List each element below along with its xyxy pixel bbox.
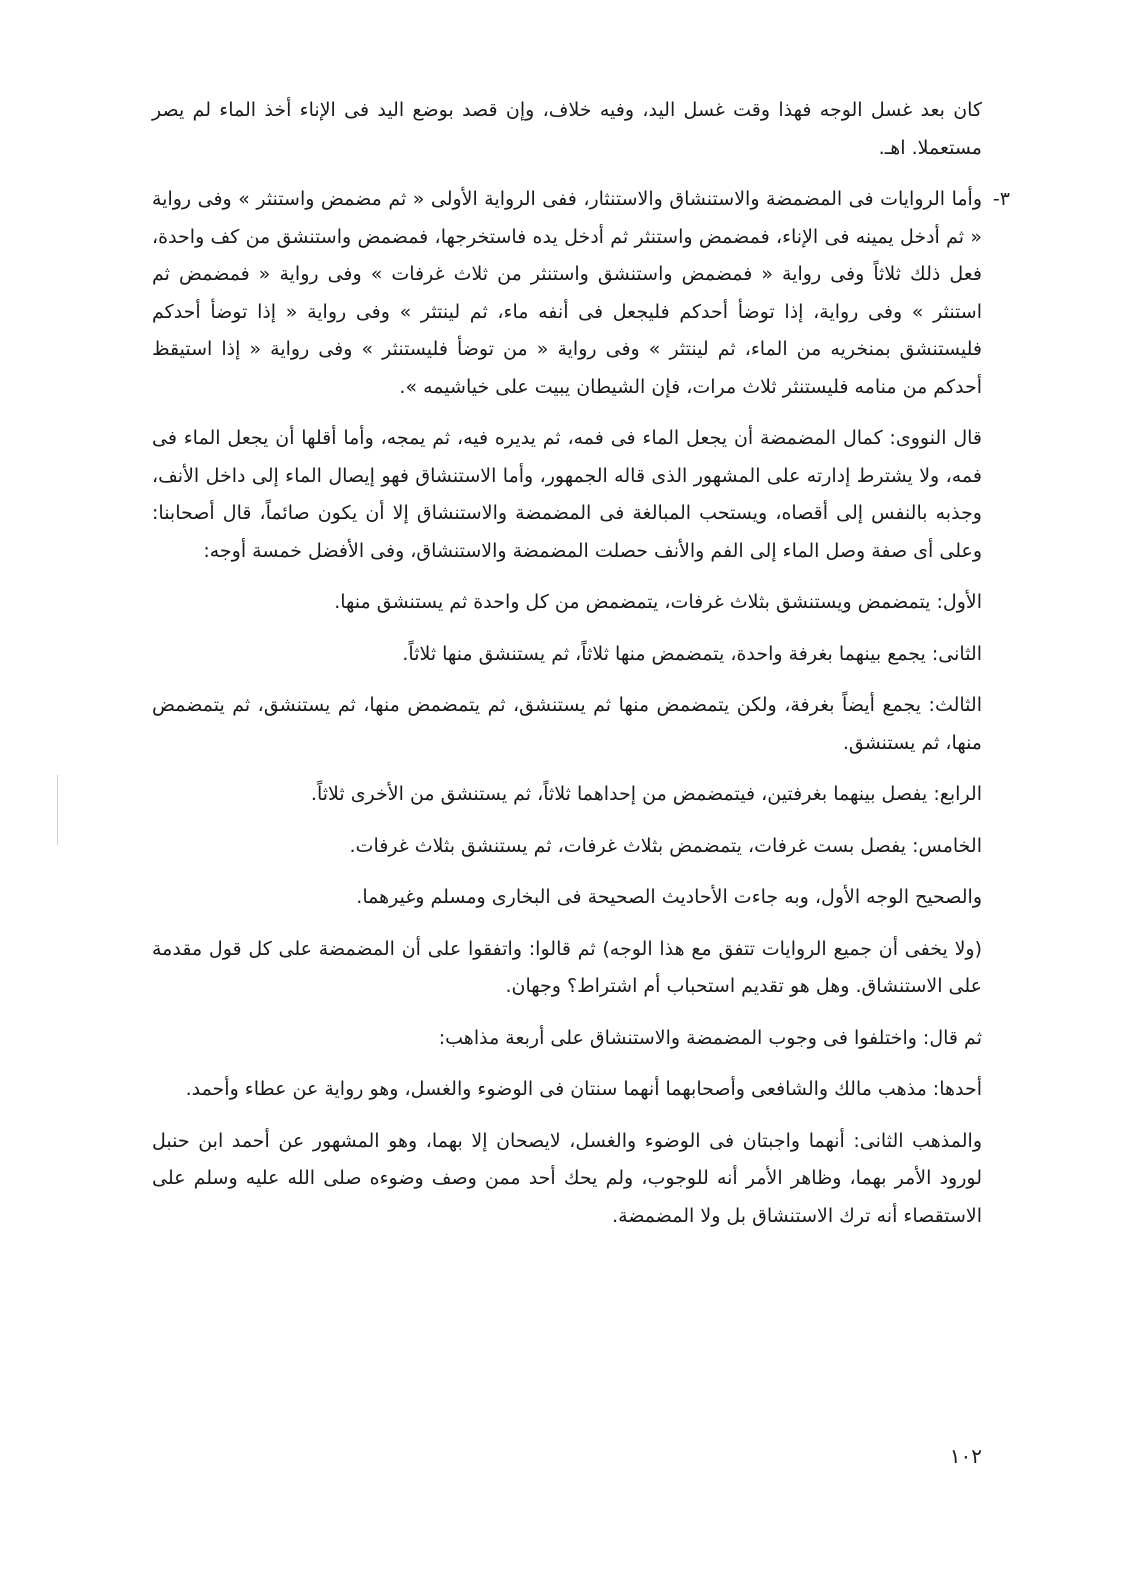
- paragraph-10: (ولا يخفى أن جميع الروايات تتفق مع هذا الوجه) ثم قالوا: واتفقوا على أن المضمضة على كل قول مقدمة على الاستنشاق. وهل هو تقديم استحباب أم اشتراط؟ وجهان.: [152, 937, 982, 997]
- paragraph-2: [152, 181, 1010, 406]
- paragraph-9: والصحيح الوجه الأول، وبه جاءت الأحاديث الصحيحة فى البخارى ومسلم وغيرهما.: [356, 886, 982, 908]
- paragraph-4: الأول: يتمضمض ويستنشق بثلاث غرفات، يتمضمض من كل واحدة ثم يستنشق منها.: [334, 591, 982, 613]
- paragraph-3: قال النووى: كمال المضمضة أن يجعل الماء فى فمه، ثم يديره فيه، ثم يمجه، وأما أقلها أن يجعل الماء فى فمه، ولا يشترط إدارته على المشهور الذى قاله الجمهور، وأما الاستنشاق فهو إيصال الماء إلى داخل الأنف، وجذبه بالنفس إلى أقصاه، ويستحب المبالغة فى المضمضة والاستنشاق إلا أن يكون صائماً، قال أصحابنا: وعلى أى صفة وصل الماء إلى الفم والأنف حصلت المضمضة والاستنشاق، وفى الأفضل خمسة أوجه:: [152, 427, 982, 562]
- paragraph-6: الثالث: يجمع أيضاً بغرفة، ولكن يتمضمض منها ثم يستنشق، ثم يتمضمض منها، ثم يستنشق، ثم يتمضمض منها، ثم يستنشق.: [152, 694, 982, 754]
- page-number: ١٠٢: [949, 1444, 982, 1468]
- paragraph-12: أحدها: مذهب مالك والشافعى وأصحابهما أنهما سنتان فى الوضوء والغسل، وهو رواية عن عطاء وأحمد.: [185, 1078, 982, 1100]
- paragraph-1: كان بعد غسل الوجه فهذا وقت غسل اليد، وفيه خلاف، وإن قصد بوضع اليد فى الإناء أخذ الماء لم يصر مستعملا. اهـ.: [152, 99, 982, 159]
- paragraph-7: الرابع: يفصل بينهما بغرفتين، فيتمضمض من إحداهما ثلاثاً، ثم يستنشق من الأخرى ثلاثاً.: [310, 783, 982, 805]
- paragraph-8: الخامس: يفصل بست غرفات، يتمضمض بثلاث غرفات، ثم يستنشق بثلاث غرفات.: [349, 834, 982, 857]
- margin-mark: [57, 775, 58, 845]
- paragraph-11: ثم قال: واختلفوا فى وجوب المضمضة والاستنشاق على أربعة مذاهب:: [438, 1026, 982, 1049]
- paragraph-13: والمذهب الثانى: أنهما واجبتان فى الوضوء والغسل، لايصحان إلا بهما، وهو المشهور عن أحمد ابن حنبل لورود الأمر بهما، وظاهر الأمر أنه للوجوب، ولم يحك أحد ممن وصف وضوءه صلى الله عليه وسلم على الاستقصاء أنه ترك الاستنشاق بل ولا المضمضة.: [152, 1129, 982, 1227]
- paragraph-5: الثانى: يجمع بينهما بغرفة واحدة، يتمضمض منها ثلاثاً، ثم يستنشق منها ثلاثاً.: [402, 642, 982, 665]
- main-text: [152, 92, 1010, 1249]
- paragraph-2-text: وأما الروايات فى المضمضة والاستنشاق والاستنثار، ففى الرواية الأولى « ثم مضمض واستنثر » وفى رواية « ثم أدخل يمينه فى الإناء، فمضمض واستنثر ثم أدخل يده فاستخرجها، فمضمض واستنشق من كف واحدة، فعل ذلك ثلاثاً وفى رواية « فمضمض واستنشق واستنثر من ثلاث غرفات » وفى رواية « فمضمض ثم استنثر » وفى رواية، إذا توضأ أحدكم فليجعل فى أنفه ماء، ثم لينتثر » وفى رواية « إذا توضأ أحدكم فليستنشق بمنخريه من الماء، ثم لينتثر » وفى رواية « من توضأ فليستنثر » وفى رواية « إذا استيقظ أحدكم من منامه فليستنثر ثلاث مرات، فإن الشيطان يبيت على خياشيمه ».: [152, 188, 982, 398]
- item-number: ٣-: [992, 188, 1010, 210]
